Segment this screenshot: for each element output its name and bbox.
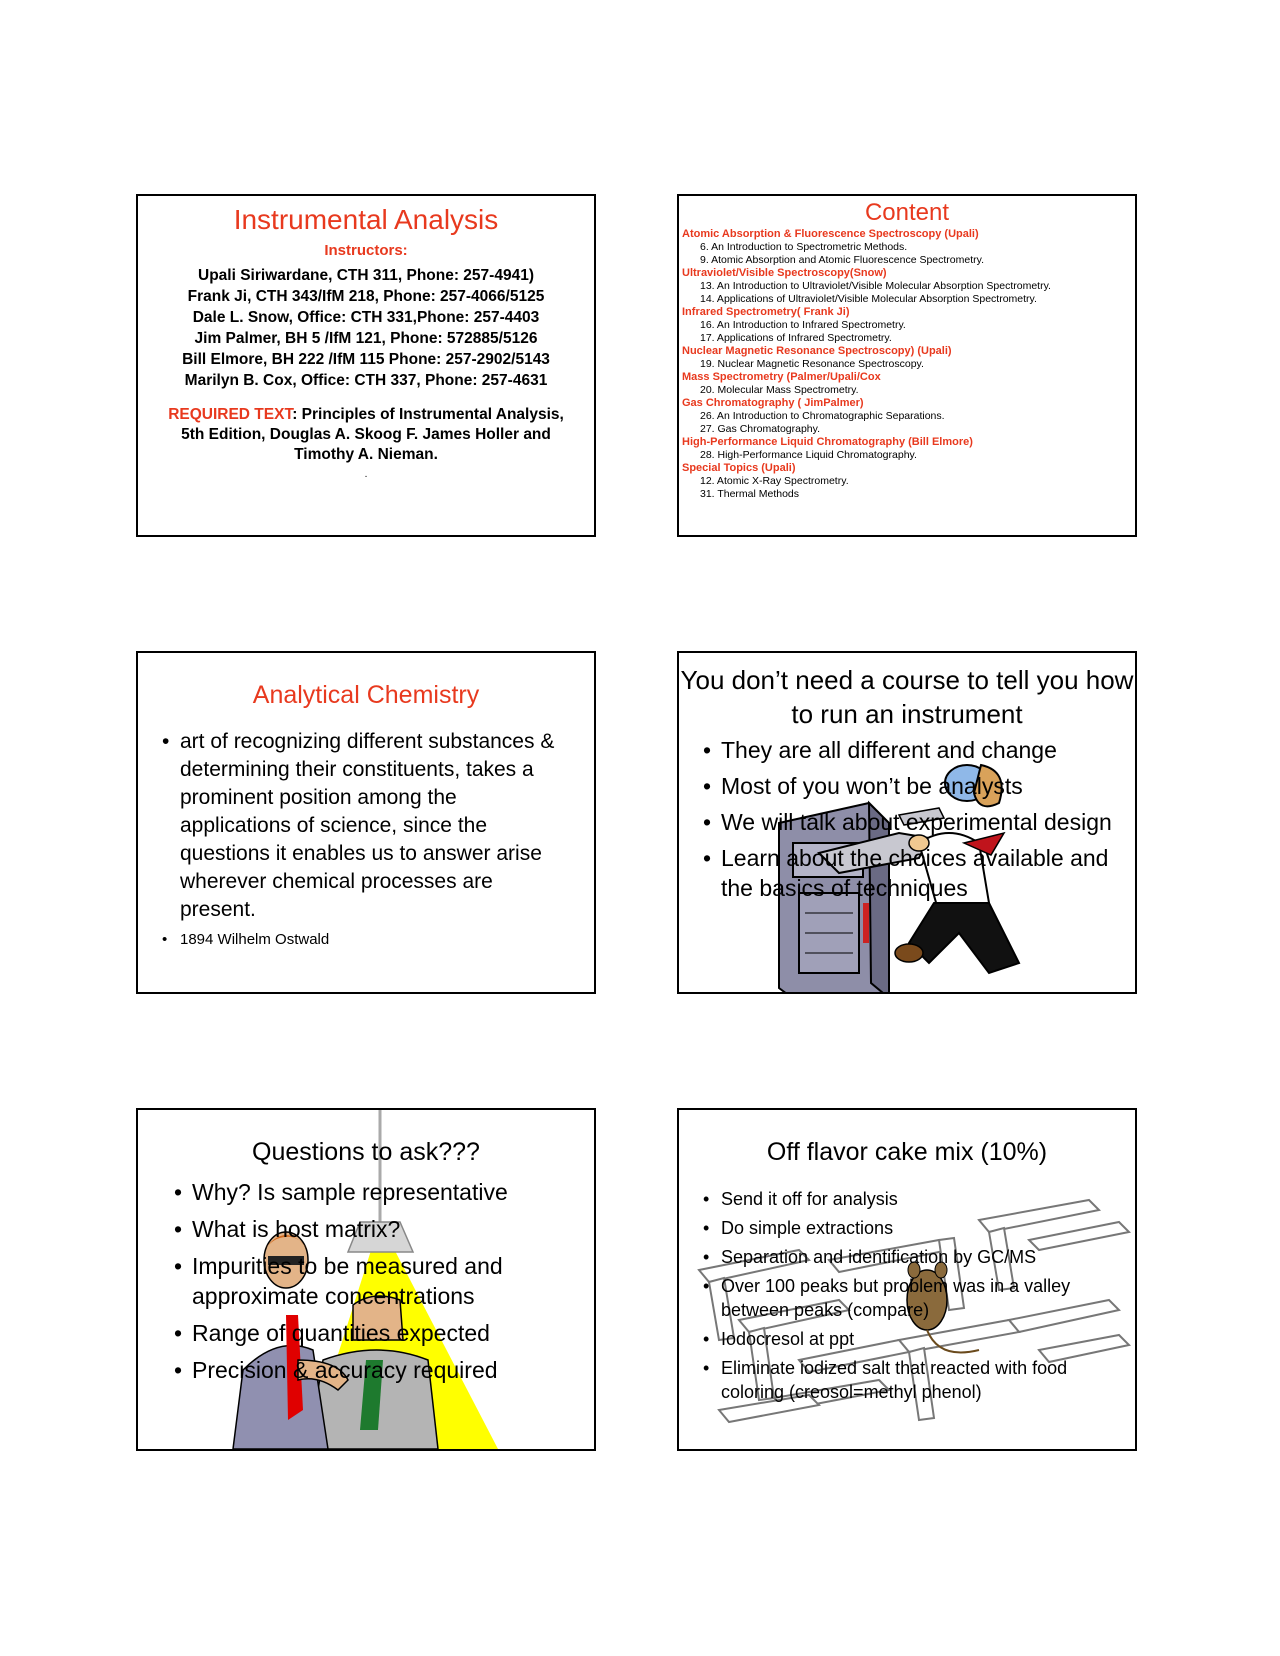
chapter-item: 28. High-Performance Liquid Chromatography. — [700, 449, 917, 461]
slide-title: Questions to ask??? — [252, 1138, 480, 1166]
bullet-list — [679, 1187, 1135, 1404]
section-heading: Atomic Absorption & Fluorescence Spectroscopy (Upali) — [682, 228, 979, 240]
required-text — [138, 405, 594, 465]
chapter-item: 6. An Introduction to Spectrometric Methods. — [700, 241, 908, 253]
section-heading: Gas Chromatography ( JimPalmer) — [682, 397, 864, 409]
instructors-label: Instructors: — [324, 242, 408, 259]
bullet-list — [138, 1177, 594, 1385]
chapter-item: 14. Applications of Ultraviolet/Visible Molecular Absorption Spectrometry. — [700, 293, 1037, 305]
bullet-item: • Precision & accuracy required — [192, 1355, 594, 1385]
chapter-item: 19. Nuclear Magnetic Resonance Spectroscopy. — [700, 358, 924, 370]
slide-analytical-chemistry — [136, 651, 596, 994]
slide-content — [677, 194, 1137, 537]
slide-title: Content — [864, 199, 950, 226]
slide-instrumental-analysis — [136, 194, 596, 537]
trailing-dot: . — [364, 469, 368, 480]
slide-title: Off flavor cake mix (10%) — [766, 1138, 1048, 1166]
content-outline — [679, 228, 1135, 501]
chapter-item: 16. An Introduction to Infrared Spectrometry. — [700, 319, 906, 331]
chapter-item: 12. Atomic X-Ray Spectrometry. — [700, 475, 849, 487]
bullet-item: • Send it off for analysis — [721, 1187, 1135, 1211]
quote-bullet: • art of recognizing different substances & determining their constituents, takes a prominent position among the applications of science, since the questions it enables us to answer arise wherever chemical processes are present. — [180, 728, 594, 924]
slide-run-instrument — [677, 651, 1137, 994]
bullet-item: • Why? Is sample representative — [192, 1177, 594, 1207]
bullet-item: • Iodocresol at ppt — [721, 1327, 1135, 1351]
bullet-item: • Most of you won’t be analysts — [721, 771, 1135, 801]
chapter-item: 20. Molecular Mass Spectrometry. — [700, 384, 859, 396]
section-heading: Nuclear Magnetic Resonance Spectroscopy) (Upali) — [682, 345, 952, 357]
bullet-item: • We will talk about experimental design — [721, 807, 1135, 837]
required-book: : Principles of Instrumental Analysis, 5th Edition, Douglas A. Skoog F. James Holler and Timothy A. Nieman. — [181, 406, 564, 463]
instructor-entry: Jim Palmer, BH 5 /IfM 121, Phone: 572885/5126 — [194, 330, 538, 347]
bullet-item: • Separation and identification by GC/MS — [721, 1245, 1135, 1269]
bullet-item: • What is host matrix? — [192, 1214, 594, 1244]
section-heading: Mass Spectrometry (Palmer/Upali/Cox — [682, 371, 881, 383]
chapter-item: 31. Thermal Methods — [700, 488, 800, 500]
slide-title: You don’t need a course to tell you how to run an instrument — [680, 665, 1134, 729]
instructor-entry: Marilyn B. Cox, Office: CTH 337, Phone: 257-4631 — [184, 372, 548, 389]
section-heading: Ultraviolet/Visible Spectroscopy(Snow) — [682, 267, 887, 279]
section-heading: Infrared Spectrometry( Frank Ji) — [682, 306, 850, 318]
slide-title: Analytical Chemistry — [252, 681, 480, 709]
section-heading: Special Topics (Upali) — [682, 462, 796, 474]
bullet-item: • Do simple extractions — [721, 1216, 1135, 1240]
section-heading: High-Performance Liquid Chromatography (Bill Elmore) — [682, 436, 973, 448]
bullet-item: • Range of quantities expected — [192, 1318, 594, 1348]
citation-bullet: • 1894 Wilhelm Ostwald — [180, 930, 594, 950]
bullet-item: • Learn about the choices available and the basics of techniques — [721, 843, 1135, 903]
bullet-item: • Over 100 peaks but problem was in a valley between peaks (compare) — [721, 1274, 1135, 1322]
slide-title: Instrumental Analysis — [233, 204, 499, 235]
instructor-list — [138, 265, 594, 391]
chapter-item: 9. Atomic Absorption and Atomic Fluorescence Spectrometry. — [700, 254, 985, 266]
slide-questions-to-ask — [136, 1108, 596, 1451]
chapter-item: 17. Applications of Infrared Spectrometry. — [700, 332, 892, 344]
bullet-list — [138, 728, 594, 950]
chapter-item: 13. An Introduction to Ultraviolet/Visible Molecular Absorption Spectrometry. — [700, 280, 1051, 292]
slide-off-flavor-cake-mix — [677, 1108, 1137, 1451]
chapter-item: 27. Gas Chromatography. — [700, 423, 821, 435]
bullet-list — [679, 735, 1135, 903]
bullet-item: • They are all different and change — [721, 735, 1135, 765]
chapter-item: 26. An Introduction to Chromatographic Separations. — [700, 410, 945, 422]
instructor-entry: Upali Siriwardane, CTH 311, Phone: 257-4941) — [198, 267, 534, 284]
required-label: REQUIRED TEXT — [168, 406, 293, 423]
bullet-item: • Impurities to be measured and approximate concentrations — [192, 1251, 594, 1311]
instructor-entry: Frank Ji, CTH 343/IfM 218, Phone: 257-4066/5125 — [187, 288, 545, 305]
bullet-item: • Eliminate iodized salt that reacted with food coloring (creosol=methyl phenol) — [721, 1356, 1135, 1404]
instructor-entry: Dale L. Snow, Office: CTH 331,Phone: 257-4403 — [192, 309, 540, 326]
instructor-entry: Bill Elmore, BH 222 /IfM 115 Phone: 257-2902/5143 — [182, 351, 550, 368]
